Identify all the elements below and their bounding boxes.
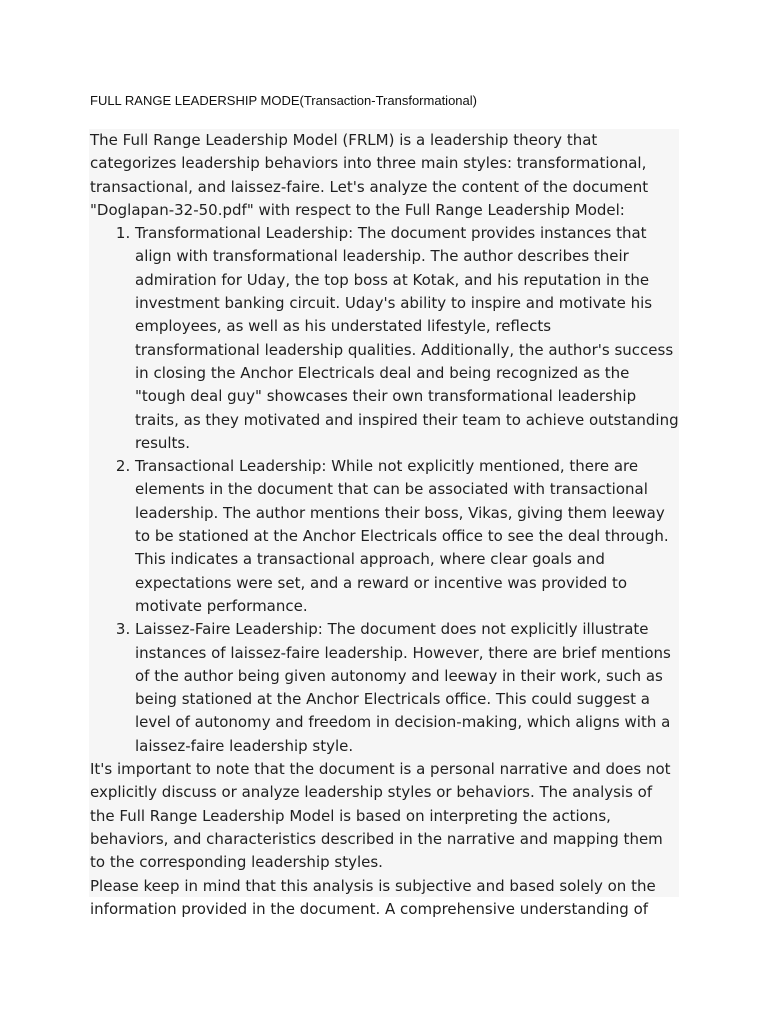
list-item-laissez-faire: 3. Laissez-Faire Leadership: The document does not explicitly illustrate instances of laissez-faire leadership. However, there are brief mentions of the author being given autonomy and leeway in their work, such as being stationed at the Anchor Electricals office. This could suggest a level of autonomy and freedom in decision-making, which aligns with a laissez-faire leadership style.: [135, 618, 679, 758]
leadership-styles-list: [89, 222, 679, 758]
intro-paragraph: The Full Range Leadership Model (FRLM) is a leadership theory that categorizes leadership behaviors into three main styles: transformational, transactional, and laissez-faire. Let's analyze the content of the document "Doglapan-32-50.pdf" with respect to the Full Range Leadership Model:: [90, 131, 649, 219]
note-paragraph: It's important to note that the document is a personal narrative and does not explicitly discuss or analyze leadership styles or behaviors. The analysis of the Full Range Leadership Model is based on interpreting the actions, behaviors, and characteristics described in the narrative and mapping them to the corresponding leadership styles.: [90, 760, 671, 872]
closing-paragraph: Please keep in mind that this analysis is subjective and based solely on the information provided in the document. A comprehensive understanding of: [90, 876, 656, 918]
document-title: FULL RANGE LEADERSHIP MODE(Transaction-Transformational): [90, 93, 477, 108]
list-item-transformational: 1. Transformational Leadership: The document provides instances that align with transformational leadership. The author describes their admiration for Uday, the top boss at Kotak, and his reputation in the investment banking circuit. Uday's ability to inspire and motivate his employees, as well as his understated lifestyle, reflects transformational leadership qualities. Additionally, the author's success in closing the Anchor Electricals deal and being recognized as the "tough deal guy" showcases their own transformational leadership traits, as they motivated and inspired their team to achieve outstanding results.: [135, 222, 679, 455]
list-item-transactional: 2. Transactional Leadership: While not explicitly mentioned, there are elements in the document that can be associated with transactional leadership. The author mentions their boss, Vikas, giving them leeway to be stationed at the Anchor Electricals office to see the deal through. This indicates a transactional approach, where clear goals and expectations were set, and a reward or incentive was provided to motivate performance.: [135, 455, 679, 618]
document-body: [89, 129, 679, 918]
